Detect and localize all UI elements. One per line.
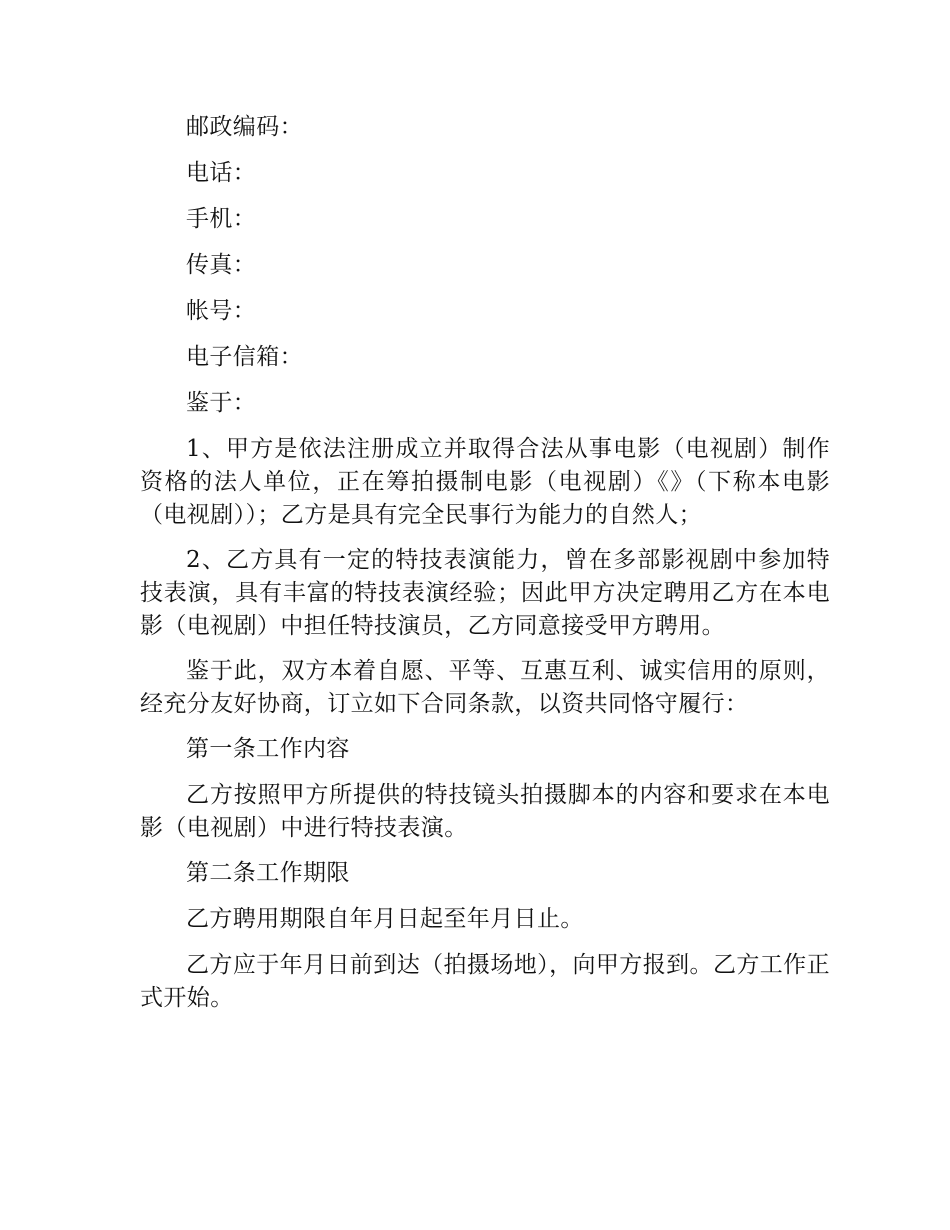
mobile-line: 手机： — [186, 206, 257, 232]
account-line: 帐号： — [186, 298, 257, 324]
article-2-report: 乙方应于年月日前到达（拍摄场地），向甲方报到。乙方工作正式开始。 — [140, 952, 830, 1011]
postal-code-line: 邮政编码： — [186, 114, 303, 140]
recital-1: 1、甲方是依法注册成立并取得合法从事电影（电视剧）制作资格的法人单位，正在筹拍摄制电影（电视剧）《》（下称本电影（电视剧））；乙方是具有完全民事行为能力的自然人； — [140, 436, 830, 528]
agreement-intro: 鉴于此，双方本着自愿、平等、互惠互利、诚实信用的原则，经充分友好协商，订立如下合同条款，以资共同恪守履行： — [140, 658, 830, 717]
document-body — [140, 111, 830, 1027]
recital-2: 2、乙方具有一定的特技表演能力，曾在多部影视剧中参加特技表演，具有丰富的特技表演经验；因此甲方决定聘用乙方在本电影（电视剧）中担任特技演员，乙方同意接受甲方聘用。 — [140, 547, 830, 639]
fax-line: 传真： — [186, 252, 257, 278]
article-2-heading: 第二条工作期限 — [186, 860, 350, 886]
article-1-heading: 第一条工作内容 — [186, 736, 350, 762]
article-1-body: 乙方按照甲方所提供的特技镜头拍摄脚本的内容和要求在本电影（电视剧）中进行特技表演。 — [140, 782, 830, 841]
telephone-line: 电话： — [186, 160, 257, 186]
email-line: 电子信箱： — [186, 344, 303, 370]
article-2-term: 乙方聘用期限自年月日起至年月日止。 — [186, 906, 584, 932]
whereas-heading: 鉴于： — [186, 390, 257, 416]
